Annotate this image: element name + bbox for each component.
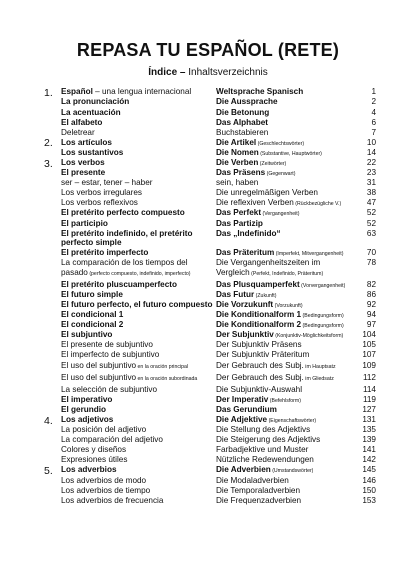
page-number: 2 bbox=[371, 97, 376, 107]
german-title bbox=[216, 188, 356, 197]
spanish-title-text: El participio bbox=[61, 218, 108, 228]
chapter-number: 1. bbox=[44, 87, 53, 99]
page-number: 104 bbox=[362, 330, 376, 340]
page-number: 119 bbox=[362, 394, 376, 404]
spanish-title bbox=[61, 486, 213, 495]
page-number: 114 bbox=[362, 384, 376, 394]
spanish-title-text: Español bbox=[61, 87, 93, 97]
toc-entry bbox=[0, 178, 416, 188]
spanish-title-note: en la oración principal bbox=[136, 363, 189, 370]
page-number: 7 bbox=[371, 127, 376, 137]
page-number: 139 bbox=[362, 435, 376, 445]
spanish-title-text: Los adjetivos bbox=[61, 414, 114, 424]
spanish-title-text: El imperativo bbox=[61, 394, 113, 404]
german-title-text: Die Modaladverbien bbox=[216, 475, 289, 485]
spanish-title-text: Expresiones útiles bbox=[61, 455, 128, 465]
spanish-title-text: Los verbos reflexivos bbox=[61, 198, 138, 208]
german-title bbox=[216, 118, 356, 127]
spanish-title bbox=[61, 208, 213, 217]
page-number: 1 bbox=[371, 87, 376, 97]
german-title-note: (Zeitwörter) bbox=[258, 161, 287, 167]
spanish-title-text: ser – estar, tener – haber bbox=[61, 178, 153, 188]
german-title-text: Die Konditionalform 2 bbox=[216, 320, 302, 330]
page-number: 146 bbox=[362, 475, 376, 485]
page-number: 97 bbox=[366, 320, 376, 330]
german-title-text: Nützliche Redewendungen bbox=[216, 455, 314, 465]
page-number: 52 bbox=[366, 218, 376, 228]
spanish-title bbox=[61, 465, 213, 474]
table-of-contents bbox=[0, 87, 416, 505]
spanish-title-text: Los verbos irregulares bbox=[61, 188, 143, 198]
german-title-text: Die Vergangenheitszeiten im Vergleich bbox=[216, 258, 321, 277]
german-title bbox=[216, 373, 356, 384]
german-title bbox=[216, 229, 356, 238]
spanish-title bbox=[61, 138, 213, 147]
toc-entry bbox=[0, 330, 416, 340]
toc-entry bbox=[0, 435, 416, 445]
german-title-text: Das „Indefinido“ bbox=[216, 228, 281, 238]
page-number: 22 bbox=[366, 158, 376, 167]
spanish-title-text: El presente de subjuntivo bbox=[61, 340, 153, 350]
german-title-text: Die Verben bbox=[216, 158, 259, 167]
german-title-text: Die Vorzukunft bbox=[216, 299, 274, 309]
german-title-text: Die Adverbien bbox=[216, 465, 271, 475]
german-title-text: Die Frequenzadverbien bbox=[216, 495, 302, 505]
spanish-title-text: Los artículos bbox=[61, 137, 112, 147]
toc-entry bbox=[0, 300, 416, 310]
spanish-title bbox=[61, 118, 213, 127]
spanish-title bbox=[61, 258, 213, 279]
toc-entry bbox=[0, 360, 416, 372]
german-title-text: Das Präsens bbox=[216, 168, 266, 178]
page-number: 10 bbox=[366, 137, 376, 147]
spanish-title bbox=[61, 108, 213, 117]
spanish-title bbox=[61, 350, 213, 359]
german-title-note: (Vorvergangenheit) bbox=[299, 282, 346, 289]
toc-entry bbox=[0, 258, 416, 280]
german-title bbox=[216, 340, 356, 349]
german-title-text: Der Subjunktiv Präsens bbox=[216, 340, 302, 350]
toc-entry bbox=[0, 405, 416, 415]
subtitle-sep: – bbox=[177, 67, 189, 78]
subtitle-es: Índice bbox=[148, 67, 178, 78]
german-title bbox=[216, 178, 356, 187]
page-number: 86 bbox=[366, 289, 376, 299]
german-title bbox=[216, 128, 356, 137]
german-title-text: Das Partizip bbox=[216, 218, 263, 228]
spanish-title bbox=[61, 219, 213, 228]
spanish-title bbox=[61, 290, 213, 299]
german-title-note: (Bedingungsform) bbox=[301, 323, 344, 330]
german-title bbox=[216, 486, 356, 495]
spanish-title-text: Colores y diseños bbox=[61, 445, 127, 455]
spanish-title bbox=[61, 158, 213, 167]
toc-entry bbox=[0, 372, 416, 384]
spanish-title bbox=[61, 476, 213, 485]
spanish-title-text: El pretérito indefinido, el pretérito perfecto simple bbox=[61, 228, 193, 248]
toc-entry bbox=[0, 475, 416, 485]
page-number: 150 bbox=[362, 485, 376, 495]
spanish-title bbox=[61, 97, 213, 106]
page-number: 135 bbox=[362, 425, 376, 435]
german-title-note: (Befehlsform) bbox=[268, 397, 301, 404]
toc-entry bbox=[0, 320, 416, 330]
german-title-note: (Konjunktiv-Möglichkeitsform) bbox=[273, 333, 344, 340]
toc-entry bbox=[0, 425, 416, 435]
toc-entry bbox=[0, 107, 416, 117]
german-title bbox=[216, 385, 356, 394]
spanish-title-text: Deletrear bbox=[61, 127, 95, 137]
toc-entry bbox=[0, 148, 416, 158]
german-title-text: Die Nomen bbox=[216, 147, 259, 157]
page-number: 141 bbox=[362, 445, 376, 455]
page-number: 105 bbox=[362, 340, 376, 350]
toc-entry bbox=[0, 228, 416, 248]
german-title-text: Das Alphabet bbox=[216, 117, 269, 127]
spanish-title bbox=[61, 496, 213, 505]
german-title-text: sein, haben bbox=[216, 178, 259, 188]
spanish-title bbox=[61, 361, 213, 372]
german-title-note: (Vergangenheit) bbox=[261, 211, 300, 218]
german-title-note: (Zukunft) bbox=[254, 292, 277, 299]
spanish-title-text: El alfabeto bbox=[61, 117, 103, 127]
page-number: 52 bbox=[366, 208, 376, 218]
page-number: 131 bbox=[362, 414, 376, 424]
spanish-title-text: El futuro simple bbox=[61, 289, 123, 299]
spanish-title bbox=[61, 168, 213, 177]
spanish-title-text: El pretérito perfecto compuesto bbox=[61, 208, 185, 218]
german-title-text: Die reflexiven Verben bbox=[216, 198, 294, 208]
german-title-note: (Substantive, Hauptwörter) bbox=[258, 150, 322, 157]
toc-entry bbox=[0, 127, 416, 137]
spanish-title-text: Los adverbios de frecuencia bbox=[61, 495, 164, 505]
toc-entry bbox=[0, 218, 416, 228]
page-number: 127 bbox=[362, 404, 376, 414]
spanish-title-text: Los verbos bbox=[61, 158, 105, 167]
spanish-title bbox=[61, 385, 213, 394]
page-number: 145 bbox=[362, 465, 376, 475]
spanish-title-text: El uso del subjuntivo bbox=[61, 372, 137, 382]
german-title-text: Das Futur bbox=[216, 289, 255, 299]
toc-entry bbox=[0, 445, 416, 455]
spanish-title-text: La comparación del adjetivo bbox=[61, 435, 163, 445]
toc-entry bbox=[0, 279, 416, 289]
spanish-title-text: Los adverbios de tiempo bbox=[61, 485, 151, 495]
page-number: 38 bbox=[366, 188, 376, 198]
german-title bbox=[216, 445, 356, 454]
spanish-title bbox=[61, 340, 213, 349]
spanish-title bbox=[61, 128, 213, 137]
spanish-title bbox=[61, 373, 213, 384]
german-title bbox=[216, 405, 356, 414]
spanish-title-text: El pretérito imperfecto bbox=[61, 248, 149, 258]
spanish-title bbox=[61, 300, 213, 309]
german-title bbox=[216, 496, 356, 505]
spanish-title-text: El presente bbox=[61, 168, 106, 178]
spanish-title bbox=[61, 178, 213, 187]
german-title-note: im Hauptsatz bbox=[303, 363, 336, 370]
spanish-title-text: El futuro perfecto, el futuro compuesto bbox=[61, 299, 213, 309]
german-title-text: Die Betonung bbox=[216, 107, 270, 117]
german-title-text: Die Stellung des Adjektivs bbox=[216, 425, 311, 435]
page-number: 70 bbox=[366, 248, 376, 258]
spanish-title-text: El pretérito pluscuamperfecto bbox=[61, 279, 178, 289]
german-title-text: Das Gerundium bbox=[216, 404, 277, 414]
page-number: 94 bbox=[366, 310, 376, 320]
spanish-title-text: La acentuación bbox=[61, 107, 121, 117]
spanish-title bbox=[61, 405, 213, 414]
toc-entry bbox=[0, 310, 416, 320]
spanish-title bbox=[61, 280, 213, 289]
german-title-text: Die unregelmäßigen Verben bbox=[216, 188, 318, 198]
spanish-title bbox=[61, 425, 213, 434]
german-title bbox=[216, 87, 356, 96]
german-title bbox=[216, 258, 356, 279]
german-title-text: Die Steigerung des Adjektivs bbox=[216, 435, 321, 445]
spanish-title-suffix: – una lengua internacional bbox=[92, 87, 192, 97]
german-title-note: (Rückbezügliche V.) bbox=[293, 201, 342, 208]
german-title-text: Die Temporaladverbien bbox=[216, 485, 301, 495]
german-title-text: Der Imperativ bbox=[216, 394, 269, 404]
spanish-title bbox=[61, 248, 213, 257]
toc-entry bbox=[0, 117, 416, 127]
spanish-title-text: El subjuntivo bbox=[61, 330, 113, 340]
spanish-title-text: La pronunciación bbox=[61, 97, 130, 107]
toc-entry bbox=[0, 485, 416, 495]
page-number: 112 bbox=[362, 372, 376, 382]
german-title-text: Die Subjunktiv-Auswahl bbox=[216, 384, 303, 394]
chapter-number: 3. bbox=[44, 157, 53, 170]
page-number: 63 bbox=[366, 228, 376, 238]
toc-entry bbox=[0, 87, 416, 97]
german-title-text: Die Konditionalform 1 bbox=[216, 310, 302, 320]
german-title-note: (Vorzukunft) bbox=[273, 302, 303, 309]
spanish-title bbox=[61, 148, 213, 157]
spanish-title-text: La posición del adjetivo bbox=[61, 425, 147, 435]
german-title-text: Weltsprache Spanisch bbox=[216, 87, 304, 97]
toc-entry bbox=[0, 188, 416, 198]
spanish-title bbox=[61, 395, 213, 404]
german-title-text: Die Adjektive bbox=[216, 414, 268, 424]
page-number: 31 bbox=[366, 178, 376, 188]
german-title-text: Der Gebrauch des Subj. bbox=[216, 372, 304, 382]
page-number: 47 bbox=[366, 198, 376, 208]
german-title-note: (Eigenschaftswörter) bbox=[267, 417, 317, 424]
toc-entry bbox=[0, 350, 416, 360]
german-title-text: Das Plusquamperfekt bbox=[216, 279, 300, 289]
spanish-title bbox=[61, 87, 213, 96]
german-title bbox=[216, 361, 356, 372]
spanish-title bbox=[61, 198, 213, 207]
spanish-title bbox=[61, 415, 213, 424]
german-title bbox=[216, 435, 356, 444]
german-title bbox=[216, 425, 356, 434]
german-title-text: Der Subjunktiv bbox=[216, 330, 274, 340]
toc-entry bbox=[0, 248, 416, 258]
toc-entry bbox=[0, 415, 416, 425]
spanish-title-text: El condicional 1 bbox=[61, 310, 124, 320]
german-title bbox=[216, 455, 356, 464]
spanish-title bbox=[61, 330, 213, 339]
german-title-text: Der Gebrauch des Subj. bbox=[216, 360, 304, 370]
german-title-note: (Geschlechtswörter) bbox=[256, 140, 305, 147]
toc-entry bbox=[0, 394, 416, 404]
spanish-title-text: El imperfecto de subjuntivo bbox=[61, 350, 160, 360]
german-title-note: (Gegenwart) bbox=[265, 171, 296, 178]
german-title-text: Der Subjunktiv Präteritum bbox=[216, 350, 310, 360]
german-title-text: Farbadjektive und Muster bbox=[216, 445, 309, 455]
german-title-text: Das Präteritum bbox=[216, 248, 275, 258]
spanish-title bbox=[61, 310, 213, 319]
spanish-title-text: La selección de subjuntivo bbox=[61, 384, 158, 394]
page-number: 82 bbox=[366, 279, 376, 289]
german-title-note: (Perfekt, Indefinido, Präteritum) bbox=[249, 270, 324, 277]
page-number: 23 bbox=[366, 168, 376, 178]
chapter-number: 2. bbox=[44, 137, 53, 150]
page-number: 78 bbox=[366, 258, 376, 268]
page-subtitle bbox=[0, 67, 416, 78]
toc-entry bbox=[0, 455, 416, 465]
spanish-title-note: (perfecto compuesto, indefinido, imperfecto) bbox=[87, 270, 191, 277]
german-title-text: Buchstabieren bbox=[216, 127, 269, 137]
german-title bbox=[216, 108, 356, 117]
spanish-title-text: Los adverbios de modo bbox=[61, 475, 147, 485]
spanish-title-text: El uso del subjuntivo bbox=[61, 360, 137, 370]
page-number: 6 bbox=[371, 117, 376, 127]
toc-entry bbox=[0, 198, 416, 208]
german-title-text: Die Artikel bbox=[216, 137, 257, 147]
page-title: REPASA TU ESPAÑOL (RETE) bbox=[76, 40, 340, 60]
german-title-text: Die Aussprache bbox=[216, 97, 278, 107]
german-title bbox=[216, 97, 356, 106]
spanish-title-text: El condicional 2 bbox=[61, 320, 124, 330]
page-number: 109 bbox=[362, 360, 376, 370]
toc-entry bbox=[0, 384, 416, 394]
spanish-title bbox=[61, 188, 213, 197]
spanish-title bbox=[61, 455, 213, 464]
toc-entry bbox=[0, 158, 416, 168]
toc-entry bbox=[0, 137, 416, 150]
spanish-title bbox=[61, 435, 213, 444]
spanish-title bbox=[61, 445, 213, 454]
spanish-title bbox=[61, 229, 213, 248]
page-number: 107 bbox=[362, 350, 376, 360]
subtitle-de: Inhaltsverzeichnis bbox=[188, 67, 268, 78]
toc-entry bbox=[0, 340, 416, 350]
toc-entry bbox=[0, 495, 416, 505]
german-title bbox=[216, 476, 356, 485]
page-number: 153 bbox=[362, 495, 376, 505]
spanish-title-text: El gerundio bbox=[61, 404, 107, 414]
page-number: 142 bbox=[362, 455, 376, 465]
german-title-note: (Umstandswörter) bbox=[270, 468, 314, 475]
page-number: 14 bbox=[366, 147, 376, 157]
german-title-text: Das Perfekt bbox=[216, 208, 262, 218]
spanish-title-text: Los adverbios bbox=[61, 465, 117, 475]
toc-entry bbox=[0, 290, 416, 300]
page-number: 4 bbox=[371, 107, 376, 117]
german-title-note: (Imperfekt, Mitvergangenheit) bbox=[274, 251, 344, 258]
spanish-title-note: en la oración subordinada bbox=[136, 375, 198, 382]
german-title-note: (Bedingungsform) bbox=[301, 313, 344, 320]
page-number: 92 bbox=[366, 299, 376, 309]
chapter-number: 5. bbox=[44, 465, 53, 478]
spanish-title-text: La comparación de los tiempos del pasado bbox=[61, 258, 188, 277]
german-title bbox=[216, 219, 356, 228]
german-title bbox=[216, 350, 356, 359]
toc-entry bbox=[0, 168, 416, 178]
spanish-title-text: Los sustantivos bbox=[61, 147, 124, 157]
toc-entry bbox=[0, 465, 416, 478]
chapter-number: 4. bbox=[44, 414, 53, 427]
spanish-title bbox=[61, 320, 213, 329]
toc-entry bbox=[0, 97, 416, 107]
toc-entry bbox=[0, 208, 416, 218]
german-title-note: im Gliedsatz bbox=[303, 375, 334, 382]
